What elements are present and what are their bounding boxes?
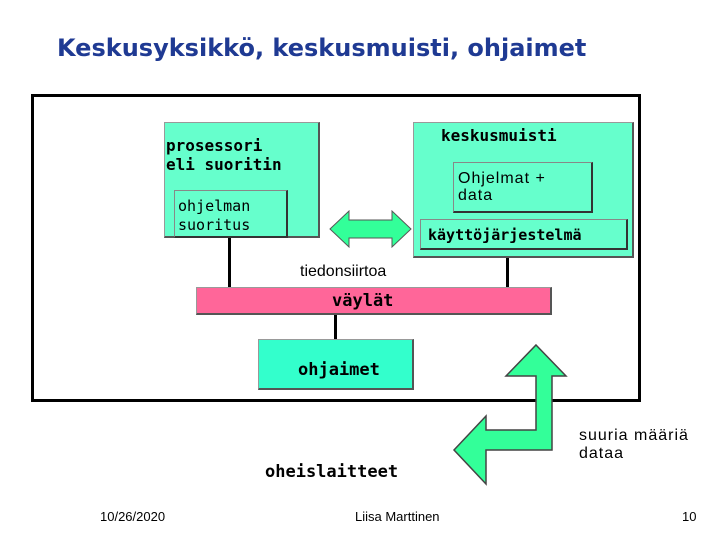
processor-label-line2: eli suoritin: [166, 155, 282, 174]
programs-data-line1: Ohjelmat +: [458, 170, 546, 187]
processor-label-line1: prosessori: [166, 136, 263, 155]
bus-label: väylät: [332, 291, 394, 311]
slide-title: Keskusyksikkö, keskusmuisti, ohjaimet: [57, 34, 587, 62]
bulk-data-line2: dataa: [579, 445, 625, 462]
footer-date: 10/26/2020: [100, 509, 166, 524]
bulk-data-line1: suuria määriä: [579, 427, 689, 444]
main-memory-label: keskusmuisti: [441, 126, 557, 145]
controllers-label: ohjaimet: [298, 360, 380, 380]
double-arrow-icon: [330, 211, 411, 247]
data-transfer-label: tiedonsiirtoa: [300, 263, 387, 280]
footer-author: Liisa Marttinen: [355, 509, 440, 524]
execution-label-line1: ohjelman: [178, 197, 251, 215]
programs-data-line2: data: [458, 187, 494, 204]
bulk-data-label: [579, 427, 689, 463]
peripherals-label: oheislaitteet: [265, 462, 399, 482]
bent-arrow-icon: [454, 345, 566, 484]
footer-page-number: 10: [682, 509, 697, 524]
operating-system-label: käyttöjärjestelmä: [428, 226, 582, 244]
execution-label-line2: suoritus: [178, 216, 251, 234]
